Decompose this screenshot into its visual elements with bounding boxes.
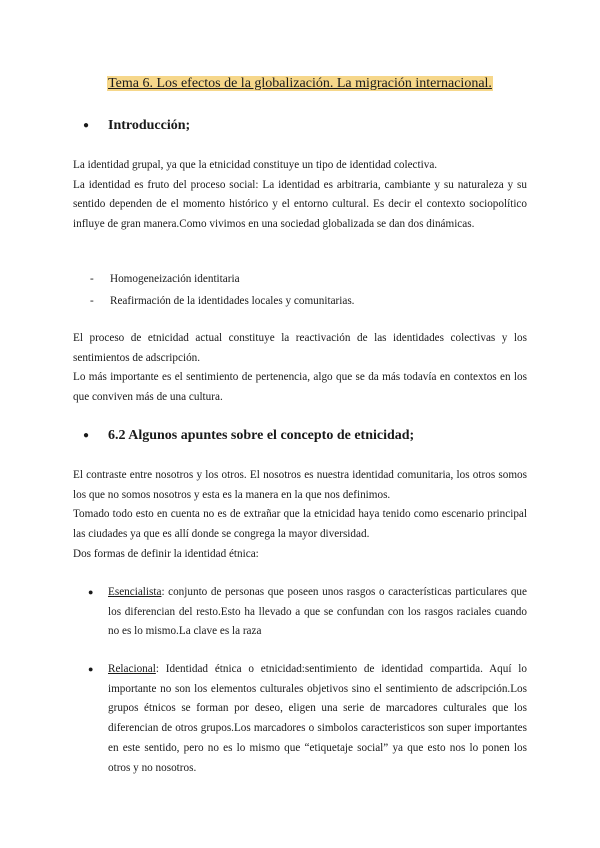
paragraph-line: La identidad es fruto del proceso social: La identidad es arbitraria, cambiante y su naturaleza y su sentido dependen de el momento histórico y el entorno cultural. Es decir el contexto sociopolítico influye de gran manera.Como vivimos en una sociedad globalizada se dan dos dinámicas. [73, 178, 527, 231]
dash-icon: - [90, 273, 94, 285]
heading-text: Introducción; [108, 118, 191, 133]
term-label: Relacional [108, 663, 156, 675]
bullet-list-relacional [88, 660, 527, 778]
dash-icon: - [90, 295, 94, 307]
paragraph-line: Dos formas de definir la identidad étnica: [73, 547, 259, 560]
paragraph-line: La identidad grupal, ya que la etnicidad constituye un tipo de identidad colectiva. [73, 159, 438, 171]
bullet-icon: ● [83, 120, 90, 131]
list-item [88, 583, 527, 642]
list-item-text: : conjunto de personas que poseen unos rasgos o características particulares que los diferencian del resto.Esto ha llevado a que se confundan con los rasgos raciales cuando no es lo mismo.La clave es la raza [108, 586, 527, 638]
list-item-text: : Identidad étnica o etnicidad:sentimiento de identidad compartida. Aquí lo importante no son los elementos culturales objetivos sino el sentimiento de adscripción.Los grupos étnicos se forman por deseo, eligen una serie de marcadores culturales que los diferencian de otros grupos.Los marcadores o simbolos caracteristicos son super importantes en este sentido, pero no es lo mismo que “etiquetaje social” ya que esto nos lo ponen los otros y no nosotros. [108, 663, 527, 774]
heading-text: 6.2 Algunos apuntes sobre el concepto de etnicidad; [108, 428, 415, 443]
intro-paragraph-1 [73, 156, 527, 235]
intro-paragraph-2 [73, 329, 527, 408]
list-item [88, 660, 527, 778]
document-title [0, 74, 600, 94]
paragraph-line: Tomado todo esto en cuenta no es de extrañar que la etnicidad haya tenido como escenario principal las ciudades ya que es allí donde se congrega la mayor diversidad. [73, 508, 527, 541]
s62-paragraph [73, 466, 527, 565]
title-text: Tema 6. Los efectos de la globalización. La migración internacional. [108, 76, 492, 91]
paragraph-line: Lo más importante es el sentimiento de pertenencia, algo que se da más todavía en contextos en los que conviven más de una cultura. [73, 371, 527, 404]
bullet-icon: ● [83, 430, 90, 441]
list-item-text: Reafirmación de la identidades locales y comunitarias. [110, 295, 355, 307]
bullet-icon: ● [88, 587, 94, 597]
paragraph-line: El contraste entre nosotros y los otros. El nosotros es nuestra identidad comunitaria, los otros somos los que no somos nosotros y esta es la manera en la que nos definimos. [73, 469, 527, 501]
paragraph-line: El proceso de etnicidad actual constituye la reactivación de las identidades colectivas y los sentimientos de adscripción. [73, 332, 527, 364]
bullet-list-esencialista [88, 583, 527, 642]
term-label: Esencialista [108, 586, 162, 598]
list-item-text: Homogeneización identitaria [110, 273, 240, 285]
bullet-icon: ● [88, 664, 94, 674]
